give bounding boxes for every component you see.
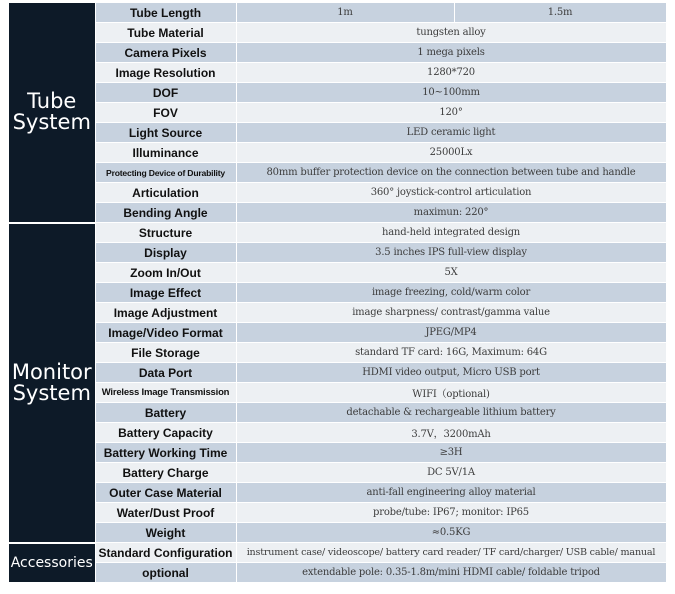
spec-label: Wireless Image Transmission xyxy=(95,383,236,403)
spec-row xyxy=(9,363,666,383)
spec-value: ≥3H xyxy=(236,443,666,463)
spec-label: Image Resolution xyxy=(95,63,236,83)
spec-row xyxy=(9,203,666,223)
spec-label: DOF xyxy=(95,83,236,103)
spec-table xyxy=(9,2,667,584)
spec-value: anti-fall engineering alloy material xyxy=(236,483,666,503)
spec-value: probe/tube: IP67; monitor: IP65 xyxy=(236,503,666,523)
spec-row xyxy=(9,23,666,43)
spec-label: Image Effect xyxy=(95,283,236,303)
spec-label: Camera Pixels xyxy=(95,43,236,63)
spec-row-tube-length xyxy=(9,3,666,23)
spec-value: 1280*720 xyxy=(236,63,666,83)
spec-value: image sharpness/ contrast/gamma value xyxy=(236,303,666,323)
spec-label: Image/Video Format xyxy=(95,323,236,343)
section-monitor-line1: Monitor xyxy=(11,359,92,384)
spec-row xyxy=(9,303,666,323)
spec-row xyxy=(9,83,666,103)
spec-value-1m: 1m xyxy=(236,3,454,23)
section-accessories: Accessories xyxy=(9,543,95,583)
spec-value: 10~100mm xyxy=(236,83,666,103)
spec-label: Display xyxy=(95,243,236,263)
spec-row xyxy=(9,563,666,583)
spec-label: Battery Capacity xyxy=(95,423,236,443)
spec-value: JPEG/MP4 xyxy=(236,323,666,343)
section-tube-line1: Tube xyxy=(27,89,77,113)
spec-value: 80mm buffer protection device on the connection between tube and handle xyxy=(236,163,666,183)
spec-label: Tube Material xyxy=(95,23,236,43)
spec-row xyxy=(9,403,666,423)
spec-row xyxy=(9,183,666,203)
spec-label: FOV xyxy=(95,103,236,123)
spec-label: Articulation xyxy=(95,183,236,203)
spec-row xyxy=(9,383,666,403)
spec-row xyxy=(9,103,666,123)
spec-row xyxy=(9,243,666,263)
spec-label: Battery xyxy=(95,403,236,423)
spec-value: hand-held integrated design xyxy=(236,223,666,243)
spec-row xyxy=(9,543,666,563)
spec-row xyxy=(9,143,666,163)
spec-row xyxy=(9,483,666,503)
spec-row xyxy=(9,463,666,483)
spec-value: 1 mega pixels xyxy=(236,43,666,63)
spec-row xyxy=(9,443,666,463)
spec-row xyxy=(9,63,666,83)
spec-row xyxy=(9,263,666,283)
section-monitor-system xyxy=(9,223,95,543)
spec-value: tungsten alloy xyxy=(236,23,666,43)
spec-row xyxy=(9,343,666,363)
spec-row xyxy=(9,163,666,183)
spec-value: WIFI（optional) xyxy=(236,383,666,403)
spec-label: Battery Charge xyxy=(95,463,236,483)
spec-label: Outer Case Material xyxy=(95,483,236,503)
spec-label: Structure xyxy=(95,223,236,243)
spec-label: Zoom In/Out xyxy=(95,263,236,283)
spec-label: Weight xyxy=(95,523,236,543)
spec-value: 25000Lx xyxy=(236,143,666,163)
spec-label: Light Source xyxy=(95,123,236,143)
spec-row xyxy=(9,523,666,543)
spec-label: Bending Angle xyxy=(95,203,236,223)
spec-value: instrument case/ videoscope/ battery card reader/ TF card/charger/ USB cable/ manual xyxy=(236,543,666,563)
spec-value: maximun: 220° xyxy=(236,203,666,223)
spec-label: Data Port xyxy=(95,363,236,383)
spec-label: Battery Working Time xyxy=(95,443,236,463)
spec-label: Image Adjustment xyxy=(95,303,236,323)
spec-value: 3.7V，3200mAh xyxy=(236,423,666,443)
spec-label: File Storage xyxy=(95,343,236,363)
spec-row xyxy=(9,223,666,243)
spec-label: Illuminance xyxy=(95,143,236,163)
spec-value: 360° joystick-control articulation xyxy=(236,183,666,203)
spec-value: 3.5 inches IPS full-view display xyxy=(236,243,666,263)
spec-value: LED ceramic light xyxy=(236,123,666,143)
section-tube-line2: System xyxy=(12,110,91,134)
section-monitor-line2: System xyxy=(12,380,91,405)
spec-value: image freezing, cold/warm color xyxy=(236,283,666,303)
spec-value: extendable pole: 0.35-1.8m/mini HDMI cable/ foldable tripod xyxy=(236,563,666,583)
spec-value: 5X xyxy=(236,263,666,283)
spec-row xyxy=(9,423,666,443)
spec-label: Protecting Device of Durability xyxy=(95,163,236,183)
spec-row xyxy=(9,123,666,143)
spec-label: Tube Length xyxy=(95,3,236,23)
section-tube-system xyxy=(9,3,95,223)
spec-row xyxy=(9,503,666,523)
spec-value-1-5m: 1.5m xyxy=(454,3,666,23)
spec-row xyxy=(9,323,666,343)
spec-value: DC 5V/1A xyxy=(236,463,666,483)
spec-value: HDMI video output, Micro USB port xyxy=(236,363,666,383)
spec-row xyxy=(9,283,666,303)
spec-value: 120° xyxy=(236,103,666,123)
spec-row xyxy=(9,43,666,63)
spec-label: Water/Dust Proof xyxy=(95,503,236,523)
spec-label: optional xyxy=(95,563,236,583)
spec-label: Standard Configuration xyxy=(95,543,236,563)
spec-value: standard TF card: 16G, Maximum: 64G xyxy=(236,343,666,363)
spec-value: detachable & rechargeable lithium battery xyxy=(236,403,666,423)
spec-value: ≈0.5KG xyxy=(236,523,666,543)
